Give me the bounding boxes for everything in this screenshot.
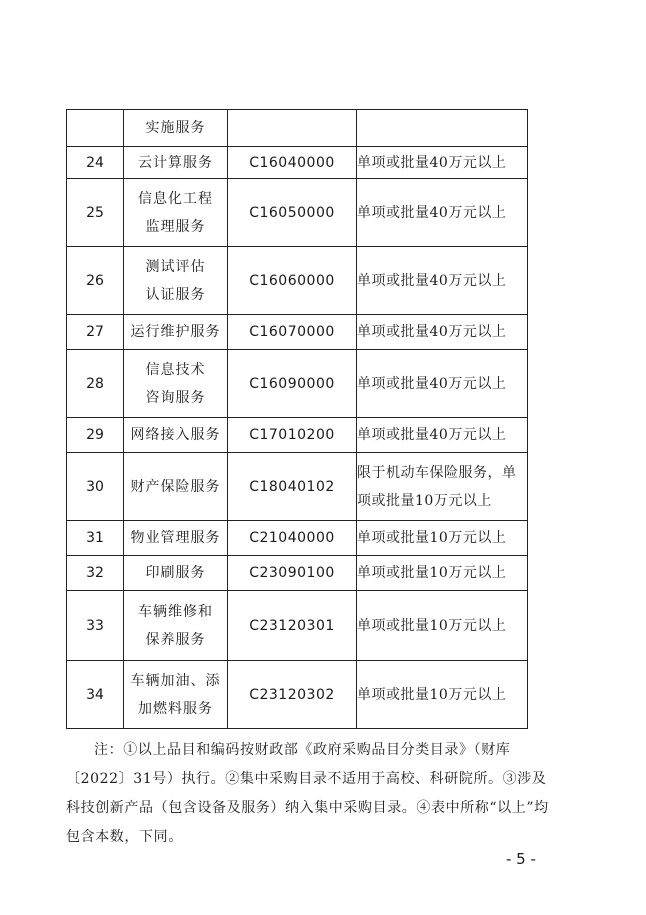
item-name: 印刷服务 bbox=[124, 556, 228, 591]
row-number bbox=[67, 110, 124, 147]
table-row bbox=[67, 247, 528, 315]
row-number: 32 bbox=[67, 556, 124, 591]
item-name: 车辆维修和 保养服务 bbox=[124, 591, 228, 661]
item-code: C23120301 bbox=[228, 591, 357, 661]
threshold: 单项或批量40万元以上 bbox=[357, 350, 528, 418]
row-number: 27 bbox=[67, 315, 124, 350]
row-number: 33 bbox=[67, 591, 124, 661]
threshold: 单项或批量40万元以上 bbox=[357, 147, 528, 179]
table-row bbox=[67, 418, 528, 453]
row-number: 24 bbox=[67, 147, 124, 179]
item-name: 车辆加油、添 加燃料服务 bbox=[124, 661, 228, 729]
item-code bbox=[228, 110, 357, 147]
table-row bbox=[67, 179, 528, 247]
threshold: 单项或批量10万元以上 bbox=[357, 591, 528, 661]
item-code: C18040102 bbox=[228, 453, 357, 521]
threshold: 限于机动车保险服务，单 项或批量10万元以上 bbox=[357, 453, 528, 521]
item-code: C23120302 bbox=[228, 661, 357, 729]
row-number: 26 bbox=[67, 247, 124, 315]
threshold: 单项或批量10万元以上 bbox=[357, 556, 528, 591]
table-row bbox=[67, 591, 528, 661]
item-name: 信息化工程 监理服务 bbox=[124, 179, 228, 247]
page-number: - 5 - bbox=[506, 850, 536, 868]
item-code: C16090000 bbox=[228, 350, 357, 418]
table-row bbox=[67, 521, 528, 556]
table-row bbox=[67, 661, 528, 729]
item-code: C16060000 bbox=[228, 247, 357, 315]
item-code: C21040000 bbox=[228, 521, 357, 556]
row-number: 25 bbox=[67, 179, 124, 247]
table-row bbox=[67, 315, 528, 350]
threshold: 单项或批量40万元以上 bbox=[357, 315, 528, 350]
item-name: 信息技术 咨询服务 bbox=[124, 350, 228, 418]
item-code: C16050000 bbox=[228, 179, 357, 247]
row-number: 30 bbox=[67, 453, 124, 521]
item-code: C17010200 bbox=[228, 418, 357, 453]
threshold bbox=[357, 110, 528, 147]
item-name: 物业管理服务 bbox=[124, 521, 228, 556]
footnote: 注：①以上品目和编码按财政部《政府采购品目分类目录》（财库〔2022〕31号）执行。②集中采购目录不适用于高校、科研院所。③涉及科技创新产品（包含设备及服务）纳入集中采购目录。④表中所称“以上”均包含本数，下同。 bbox=[66, 742, 549, 845]
row-number: 29 bbox=[67, 418, 124, 453]
procurement-catalog-table bbox=[66, 109, 528, 729]
item-name: 实施服务 bbox=[124, 110, 228, 147]
threshold: 单项或批量40万元以上 bbox=[357, 247, 528, 315]
table-row bbox=[67, 350, 528, 418]
item-code: C16070000 bbox=[228, 315, 357, 350]
item-code: C23090100 bbox=[228, 556, 357, 591]
item-name: 财产保险服务 bbox=[124, 453, 228, 521]
item-code: C16040000 bbox=[228, 147, 357, 179]
row-number: 31 bbox=[67, 521, 124, 556]
item-name: 云计算服务 bbox=[124, 147, 228, 179]
item-name: 测试评估 认证服务 bbox=[124, 247, 228, 315]
threshold: 单项或批量10万元以上 bbox=[357, 521, 528, 556]
row-number: 28 bbox=[67, 350, 124, 418]
threshold: 单项或批量40万元以上 bbox=[357, 418, 528, 453]
threshold: 单项或批量40万元以上 bbox=[357, 179, 528, 247]
threshold: 单项或批量10万元以上 bbox=[357, 661, 528, 729]
table-row bbox=[67, 556, 528, 591]
item-name: 网络接入服务 bbox=[124, 418, 228, 453]
table-row bbox=[67, 110, 528, 147]
row-number: 34 bbox=[67, 661, 124, 729]
item-name: 运行维护服务 bbox=[124, 315, 228, 350]
table-row bbox=[67, 147, 528, 179]
table-row bbox=[67, 453, 528, 521]
